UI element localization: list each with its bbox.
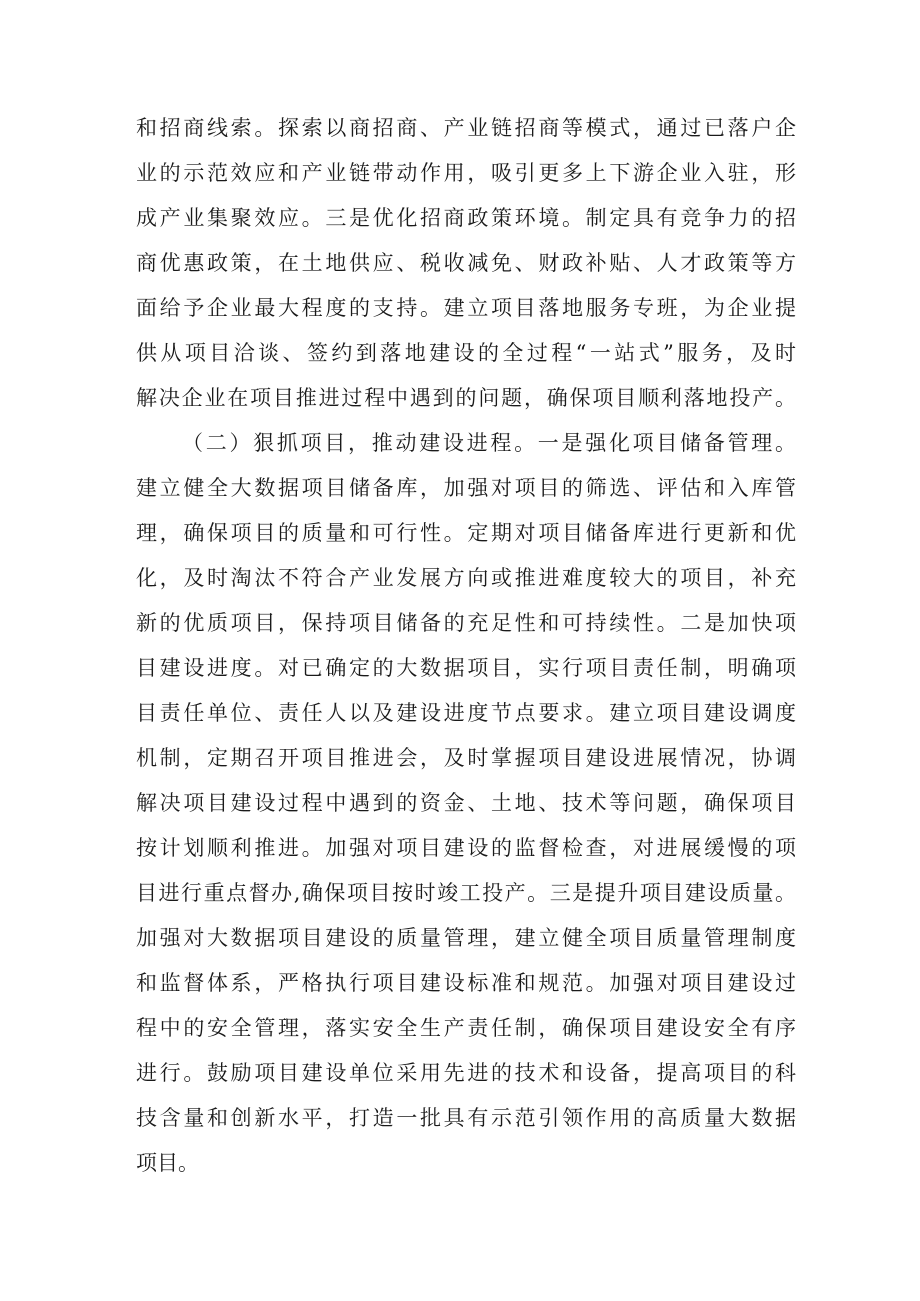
text-line: 解决项目建设过程中遇到的资金、土地、技术等问题，确保项目 xyxy=(136,791,796,815)
text-line: 理，确保项目的质量和可行性。定期对项目储备库进行更新和优 xyxy=(136,521,796,545)
text-line: 目责任单位、责任人以及建设进度节点要求。建立项目建设调度 xyxy=(136,701,796,725)
text-line: 建立健全大数据项目储备库，加强对项目的筛选、评估和入库管 xyxy=(136,476,796,500)
text-line: 和监督体系，严格执行项目建设标准和规范。加强对项目建设过 xyxy=(136,971,796,995)
text-line: 程中的安全管理，落实安全生产责任制，确保项目建设安全有序 xyxy=(136,1016,796,1040)
text-line: 按计划顺利推进。加强对项目建设的监督检查，对进展缓慢的项 xyxy=(136,836,796,860)
text-line: 新的优质项目，保持项目储备的充足性和可持续性。二是加快项 xyxy=(136,611,796,635)
text-line: 业的示范效应和产业链带动作用，吸引更多上下游企业入驻，形 xyxy=(136,161,796,185)
text-line: 成产业集聚效应。三是优化招商政策环境。制定具有竞争力的招 xyxy=(136,206,796,230)
text-line: 技含量和创新水平，打造一批具有示范引领作用的高质量大数据 xyxy=(136,1106,796,1130)
text-line: 目进行重点督办,确保项目按时竣工投产。三是提升项目建设质量。 xyxy=(136,881,796,905)
text-line: 机制，定期召开项目推进会，及时掌握项目建设进展情况，协调 xyxy=(136,746,796,770)
section-heading-line: （二）狠抓项目，推动建设进程。一是强化项目储备管理。 xyxy=(182,431,796,455)
text-line: 目建设进度。对已确定的大数据项目，实行项目责任制，明确项 xyxy=(136,656,796,680)
text-line: 化，及时淘汰不符合产业发展方向或推进难度较大的项目，补充 xyxy=(136,566,796,590)
text-line: 项目。 xyxy=(136,1151,199,1175)
text-line: 商优惠政策，在土地供应、税收减免、财政补贴、人才政策等方 xyxy=(136,251,796,275)
text-line: 供从项目洽谈、签约到落地建设的全过程“一站式”服务，及时 xyxy=(136,341,796,365)
text-line: 进行。鼓励项目建设单位采用先进的技术和设备，提高项目的科 xyxy=(136,1061,796,1085)
text-line: 面给予企业最大程度的支持。建立项目落地服务专班，为企业提 xyxy=(136,296,796,320)
text-line: 加强对大数据项目建设的质量管理，建立健全项目质量管理制度 xyxy=(136,926,796,950)
text-line: 解决企业在项目推进过程中遇到的问题，确保项目顺利落地投产。 xyxy=(136,386,796,410)
text-line: 和招商线索。探索以商招商、产业链招商等模式，通过已落户企 xyxy=(136,116,796,140)
